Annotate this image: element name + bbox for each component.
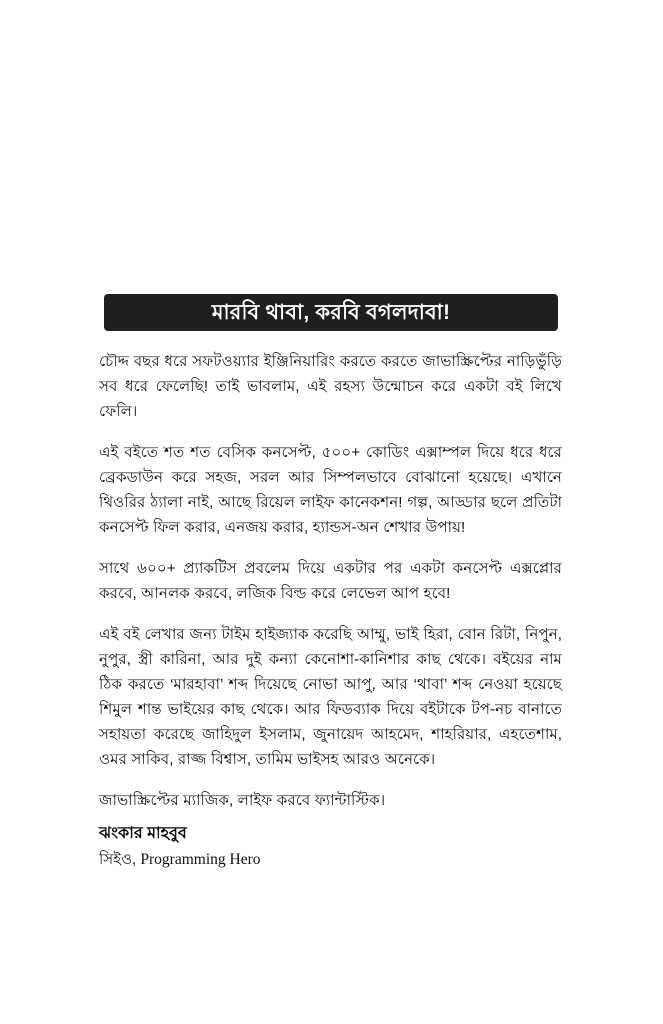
paragraph-1: চৌদ্দ বছর ধরে সফটওয়্যার ইঞ্জিনিয়ারিং করতে করতে জাভাস্ক্রিপ্টের নাড়িভুঁড়ি সব ধরে ফেলেছি! তাই ভাবলাম, এই রহস্য উন্মোচন করে একটা বই লিখে ফেলি।	[99, 353, 562, 420]
page-title: মারবি থাবা, করবি বগলদাবা!	[211, 301, 451, 324]
paragraph-5: জাভাস্ক্রিপ্টের ম্যাজিক, লাইফ করবে ফ্যান্টাস্টিক।	[99, 792, 386, 809]
paragraph-4: এই বই লেখার জন্য টাইম হাইজ্যাক করেছি আম্মু, ভাই হিরা, বোন রিটা, নিপুন, নুপুর, স্ত্রী কারিনা, আর দুই কন্যা কেনোশা-কানিশার কাছ থেকে। বইয়ের নাম ঠিক করতে ‘মারহাবা’ শব্দ দিয়েছে নোভা আপু, আর ‘থাবা’ শব্দ নেওয়া হয়েছে শিমুল শান্ত ভাইয়ের কাছ থেকে। আর ফিডব্যাক দিয়ে বইটাকে টপ-নচ বানাতে সহায়তা করেছে জাহিদুল ইসলাম, জুনায়েদ আহমেদ, শাহরিয়ার, এহতেশাম, ওমর সাকিব, রাজ্জ বিশ্বাস, তামিম ভাইসহ আরও অনেকে।	[99, 626, 562, 768]
author-role-bengali: সিইও	[99, 851, 133, 868]
author-role-separator: ,	[132, 851, 141, 868]
author-name: ঝংকার মাহবুব	[99, 825, 187, 842]
author-company: Programming Hero	[140, 851, 261, 868]
title-banner	[104, 294, 558, 331]
paragraph-2: এই বইতে শত শত বেসিক কনসেপ্ট, ৫০০+ কোডিং এক্সাম্পল দিয়ে ধরে ধরে ব্রেকডাউন করে সহজ, সরল আর সিম্পলভাবে বোঝানো হয়েছে। এখানে থিওরির ঠ্যালা নাই, আছে রিয়েল লাইফ কানেকশন! গল্প, আড্ডার ছলে প্রতিটা কনসেপ্ট ফিল করার, এনজয় করার, হ্যান্ডস-অন শেখার উপায়!	[99, 444, 562, 536]
signature-block	[99, 822, 562, 872]
author-role	[99, 848, 562, 872]
body-text-column	[99, 349, 562, 813]
paragraph-3: সাথে ৬০০+ প্র্যাকটিস প্রবলেম দিয়ে একটার পর একটা কনসেপ্ট এক্সপ্লোর করবে, আনলক করবে, লজিক বিল্ড করে লেভেল আপ হবে!	[99, 560, 562, 602]
